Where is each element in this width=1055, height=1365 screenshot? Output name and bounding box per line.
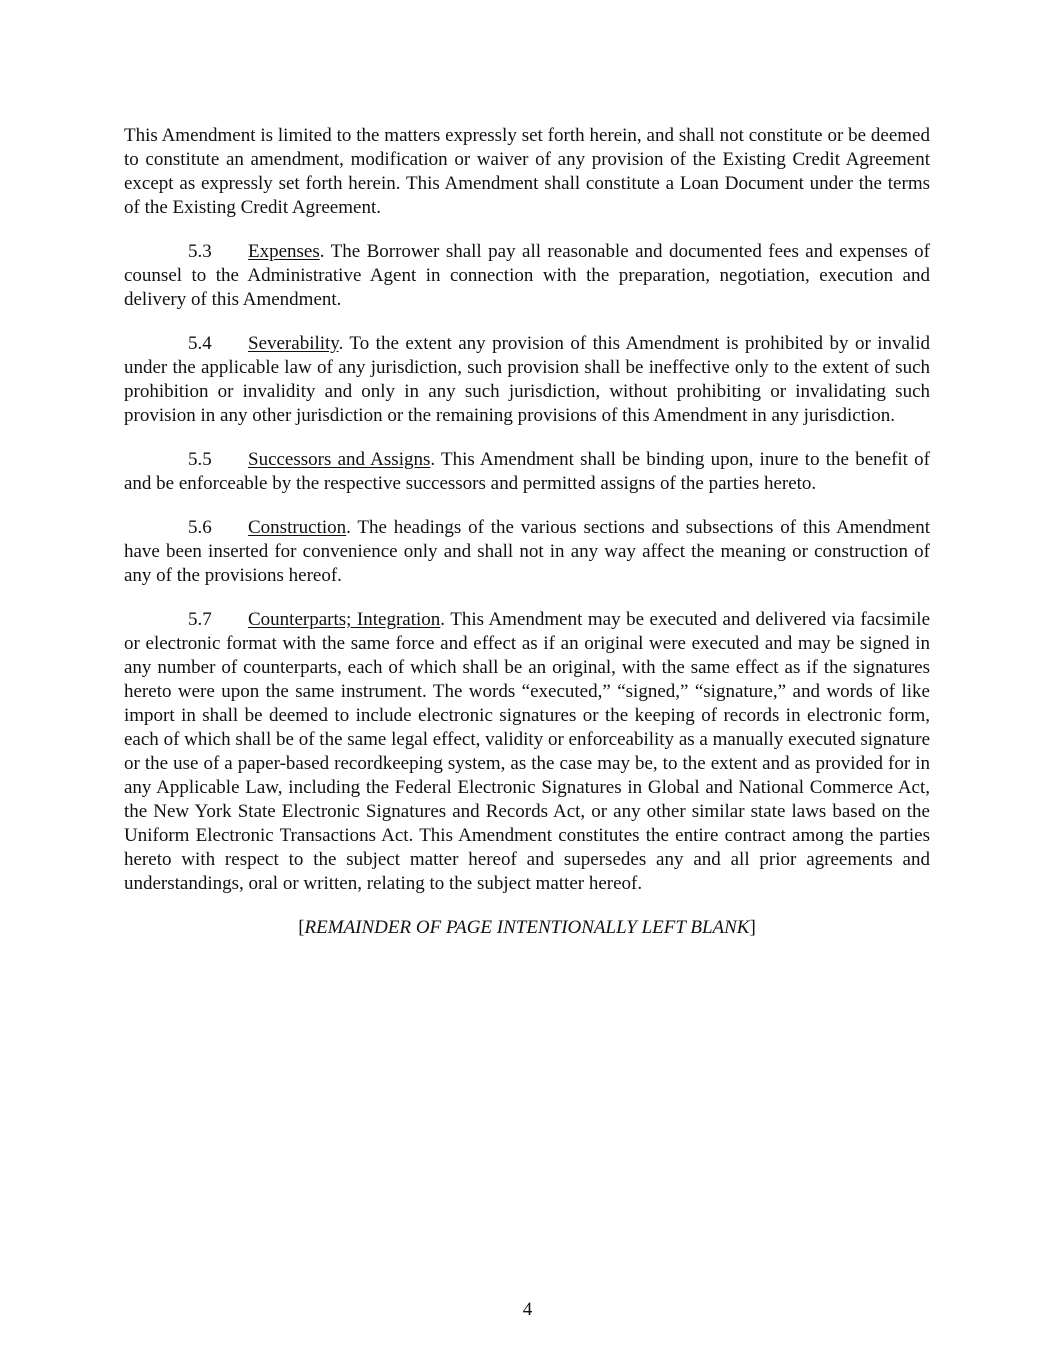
section-text: . This Amendment shall be binding upon, inure to the benefit of and be enforceable by the respective successors and permitted assigns of the parties hereto.: [124, 449, 930, 494]
remainder-text: REMAINDER OF PAGE INTENTIONALLY LEFT BLANK: [304, 917, 750, 938]
section-5-4: [124, 332, 930, 428]
document-page: [124, 124, 930, 960]
section-heading: Counterparts; Integration: [248, 609, 441, 630]
section-heading: Expenses: [248, 241, 320, 262]
section-heading: Successors and Assigns: [248, 449, 431, 470]
opening-paragraph: This Amendment is limited to the matters expressly set forth herein, and shall not constitute or be deemed to constitute an amendment, modification or waiver of any provision of the Existing Credit Agreement except as expressly set forth herein. This Amendment shall constitute a Loan Document under the terms of the Existing Credit Agreement.: [124, 125, 930, 218]
section-heading: Construction: [248, 517, 347, 538]
remainder-close-bracket: ]: [749, 917, 756, 938]
remainder-open-bracket: [: [298, 917, 305, 938]
section-number: 5.4: [188, 333, 212, 354]
section-5-7: [124, 608, 930, 896]
section-text: . This Amendment may be executed and delivered via facsimile or electronic format with the same force and effect as if an original were executed and may be signed in any number of counterparts, each of which shall be an original, with the same effect as if the signatures hereto were upon the same instrument. The words “executed,” “signed,” “signature,” and words of like import in shall be deemed to include electronic signatures or the keeping of records in electronic form, each of which shall be of the same legal effect, validity or enforceability as a manually executed signature or the use of a paper-based recordkeeping system, as the case may be, to the extent and as provided for in any Applicable Law, including the Federal Electronic Signatures in Global and National Commerce Act, the New York State Electronic Signatures and Records Act, or any other similar state laws based on the Uniform Electronic Transactions Act. This Amendment constitutes the entire contract among the parties hereto with respect to the subject matter hereof and supersedes any and all prior agreements and understandings, oral or written, relating to the subject matter hereof.: [124, 609, 931, 894]
section-text: . The headings of the various sections and subsections of this Amendment have been inserted for convenience only and shall not in any way affect the meaning or construction of any of the provisions hereof.: [124, 517, 930, 586]
section-number: 5.5: [188, 449, 212, 470]
section-5-5: [124, 448, 930, 496]
section-heading: Severability: [248, 333, 339, 354]
page-number: 4: [522, 1299, 533, 1320]
remainder-notice: [124, 916, 930, 940]
section-text: . The Borrower shall pay all reasonable and documented fees and expenses of counsel to the Administrative Agent in connection with the preparation, negotiation, execution and delivery of this Amendment.: [124, 241, 930, 310]
section-number: 5.6: [188, 517, 212, 538]
section-5-3: [124, 240, 930, 312]
section-text: . To the extent any provision of this Amendment is prohibited by or invalid under the applicable law of any jurisdiction, such provision shall be ineffective only to the extent of such prohibition or invalidity and only in any such jurisdiction, without prohibiting or invalidating such provision in any other jurisdiction or the remaining provisions of this Amendment in any jurisdiction.: [124, 333, 930, 426]
section-number: 5.3: [188, 241, 212, 262]
section-5-6: [124, 516, 930, 588]
section-number: 5.7: [188, 609, 212, 630]
